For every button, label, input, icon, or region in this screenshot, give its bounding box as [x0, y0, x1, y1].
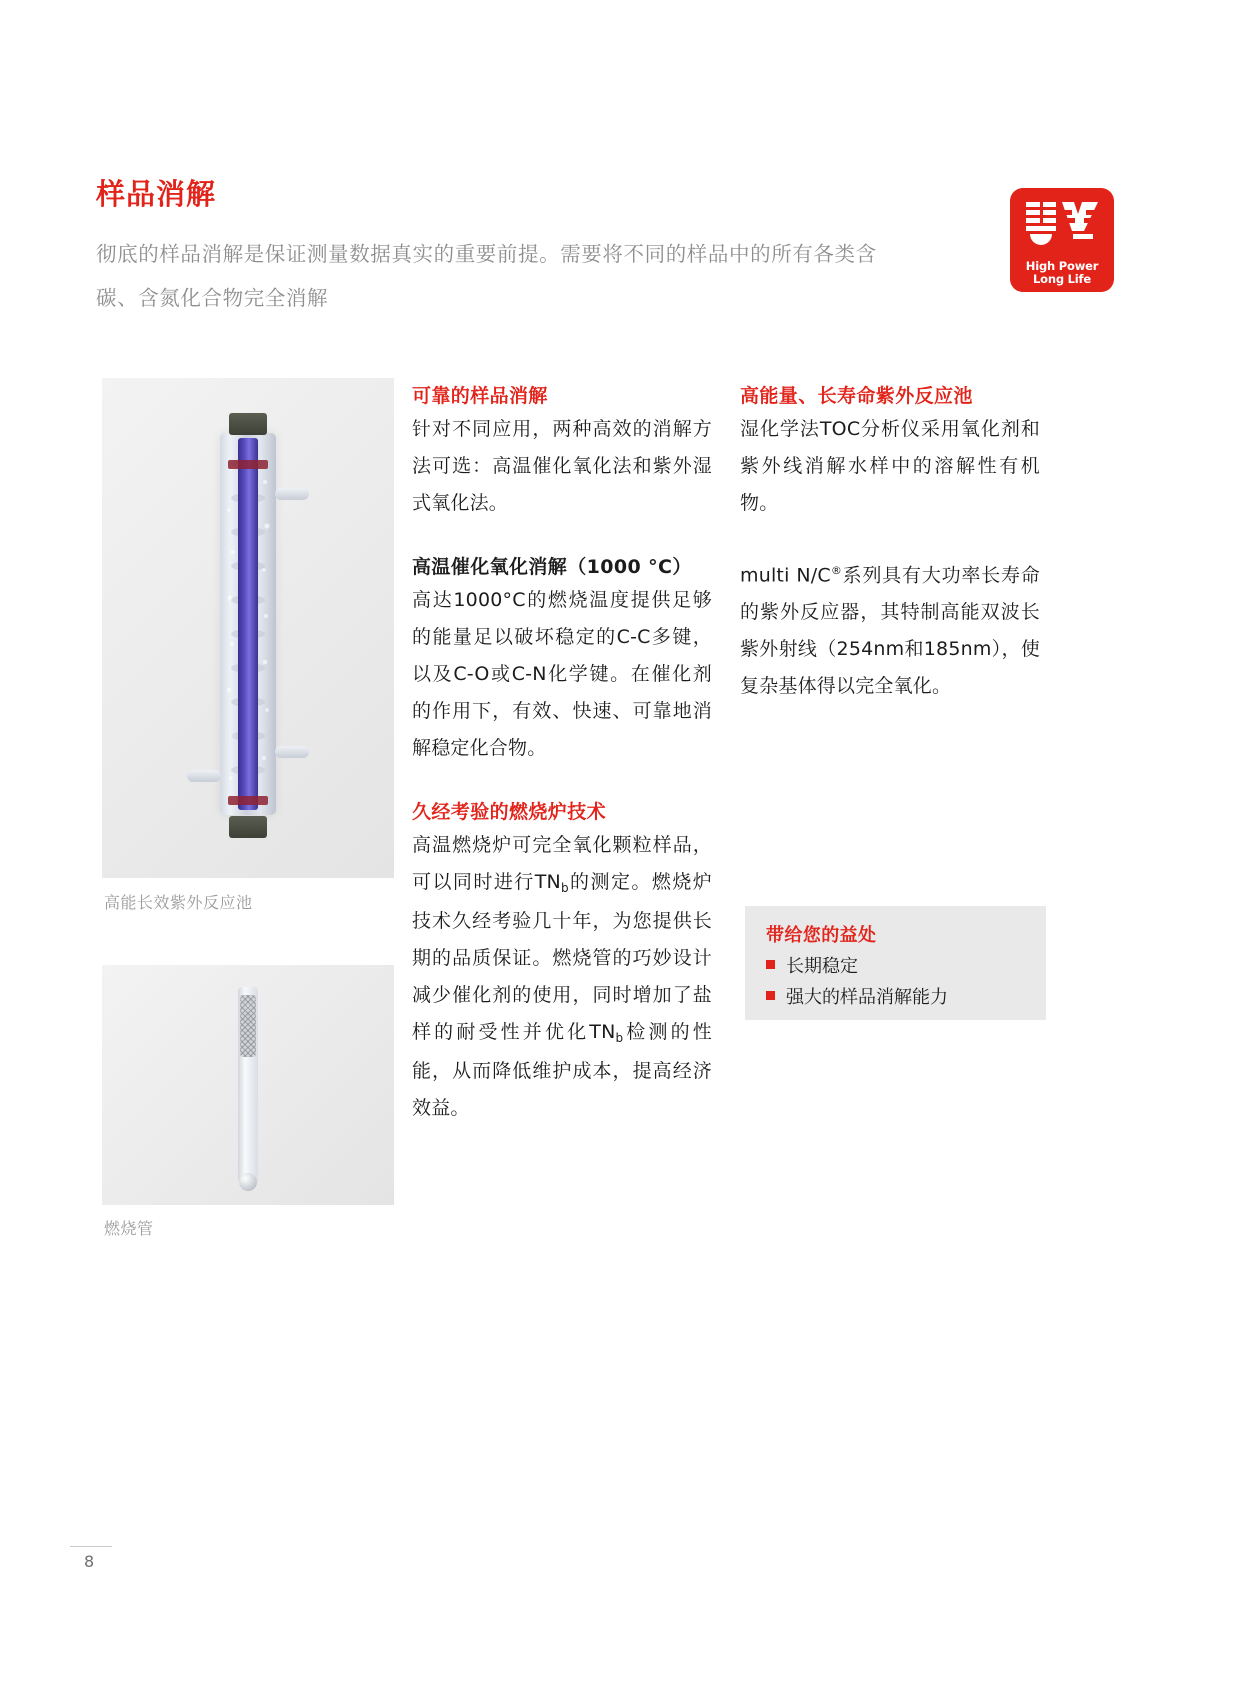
- uv-reactor-top-cap: [229, 413, 267, 435]
- spacer: [412, 767, 712, 797]
- square-bullet-icon: [766, 960, 775, 969]
- uv-reactor-bottom-collar: [228, 796, 268, 805]
- benefit-label: 长期稳定: [786, 956, 858, 977]
- figure-uv-reactor: [102, 378, 394, 878]
- uv-reactor-bottom-cap: [229, 816, 267, 838]
- multi-nc-description: 系列具有大功率长寿命的紫外反应器，其特制高能双波长紫外射线（254nm和185nm），使复杂基体得以完全氧化。: [740, 564, 1040, 698]
- footer-divider: [70, 1546, 112, 1547]
- section-heading-reliable-digestion: 可靠的样品消解: [412, 385, 548, 407]
- page-number: 8: [84, 1552, 95, 1571]
- uv-logo-icon: [1024, 200, 1100, 250]
- tnb-subscript-2: b: [615, 1031, 624, 1045]
- combustion-tube-catalyst-mesh: [240, 995, 256, 1057]
- tnb-subscript-1: b: [560, 881, 569, 895]
- furnace-body-part-1: 高温燃烧炉可完全氧化颗粒样品，可以同时进行TN: [412, 834, 712, 893]
- figure-combustion-tube: [102, 965, 394, 1205]
- list-item: [766, 951, 1034, 982]
- page-title: 样品消解: [96, 177, 217, 211]
- benefits-list: [766, 951, 1034, 1013]
- uv-reactor-port-lower-left: [187, 770, 221, 782]
- spacer: [740, 522, 1040, 552]
- furnace-body-part-3: 检测的性能，从而降低维护成本，提高经济效益。: [412, 1021, 712, 1119]
- combustion-tube-tip: [239, 1173, 257, 1191]
- square-bullet-icon: [766, 991, 775, 1000]
- furnace-body-part-2: 的测定。燃烧炉技术久经考验几十年，为您提供长期的品质保证。燃烧管的巧妙设计减少催化剂的使用，同时增加了盐样的耐受性并优化TN: [412, 871, 712, 1043]
- list-item: [766, 982, 1034, 1013]
- uv-reactor-port-upper-right: [275, 488, 309, 500]
- text-column-right: [740, 381, 1040, 705]
- section-body-reliable-digestion: 针对不同应用，两种高效的消解方法可选：高温催化氧化法和紫外湿式氧化法。: [412, 418, 712, 514]
- section-body-furnace-technology: [412, 827, 712, 1127]
- section-body-high-temp-oxidation: 高达1000°C的燃烧温度提供足够的能量足以破坏稳定的C-C多键，以及C-O或C-N化学键。在催化剂的作用下，有效、快速、可靠地消解稳定化合物。: [412, 589, 712, 759]
- uv-badge-line-1: High Power: [1025, 259, 1099, 273]
- registered-trademark-icon: ®: [830, 564, 843, 577]
- section-body-uv-reactor: 湿化学法TOC分析仪采用氧化剂和紫外线消解水样中的溶解性有机物。: [740, 418, 1040, 514]
- benefits-title: 带给您的益处: [766, 925, 877, 946]
- section-heading-furnace-technology: 久经考验的燃烧炉技术: [412, 801, 607, 823]
- figure-caption-uv-reactor: 高能长效紫外反应池: [104, 893, 253, 912]
- figure-caption-combustion-tube: 燃烧管: [104, 1219, 154, 1238]
- multi-nc-name: multi N/C: [740, 564, 831, 587]
- uv-badge-caption: [1010, 260, 1114, 285]
- uv-badge-line-2: Long Life: [1033, 271, 1091, 286]
- uv-high-power-long-life-badge: [1010, 188, 1114, 292]
- spacer: [412, 522, 712, 552]
- benefits-box: [745, 906, 1046, 1020]
- benefit-label: 强大的样品消解能力: [786, 987, 948, 1008]
- section-heading-high-temp-oxidation: 高温催化氧化消解（1000 °C）: [412, 556, 692, 578]
- text-column-middle: [412, 381, 712, 1127]
- section-heading-uv-reactor: 高能量、长寿命紫外反应池: [740, 385, 973, 407]
- uv-reactor-top-collar: [228, 460, 268, 469]
- uv-reactor-lamp-core: [238, 438, 258, 810]
- section-body-multi-nc-series: [740, 552, 1040, 705]
- page-intro-paragraph: 彻底的样品消解是保证测量数据真实的重要前提。需要将不同的样品中的所有各类含碳、含氮化合物完全消解: [96, 242, 877, 310]
- uv-reactor-port-lower-right: [275, 746, 309, 758]
